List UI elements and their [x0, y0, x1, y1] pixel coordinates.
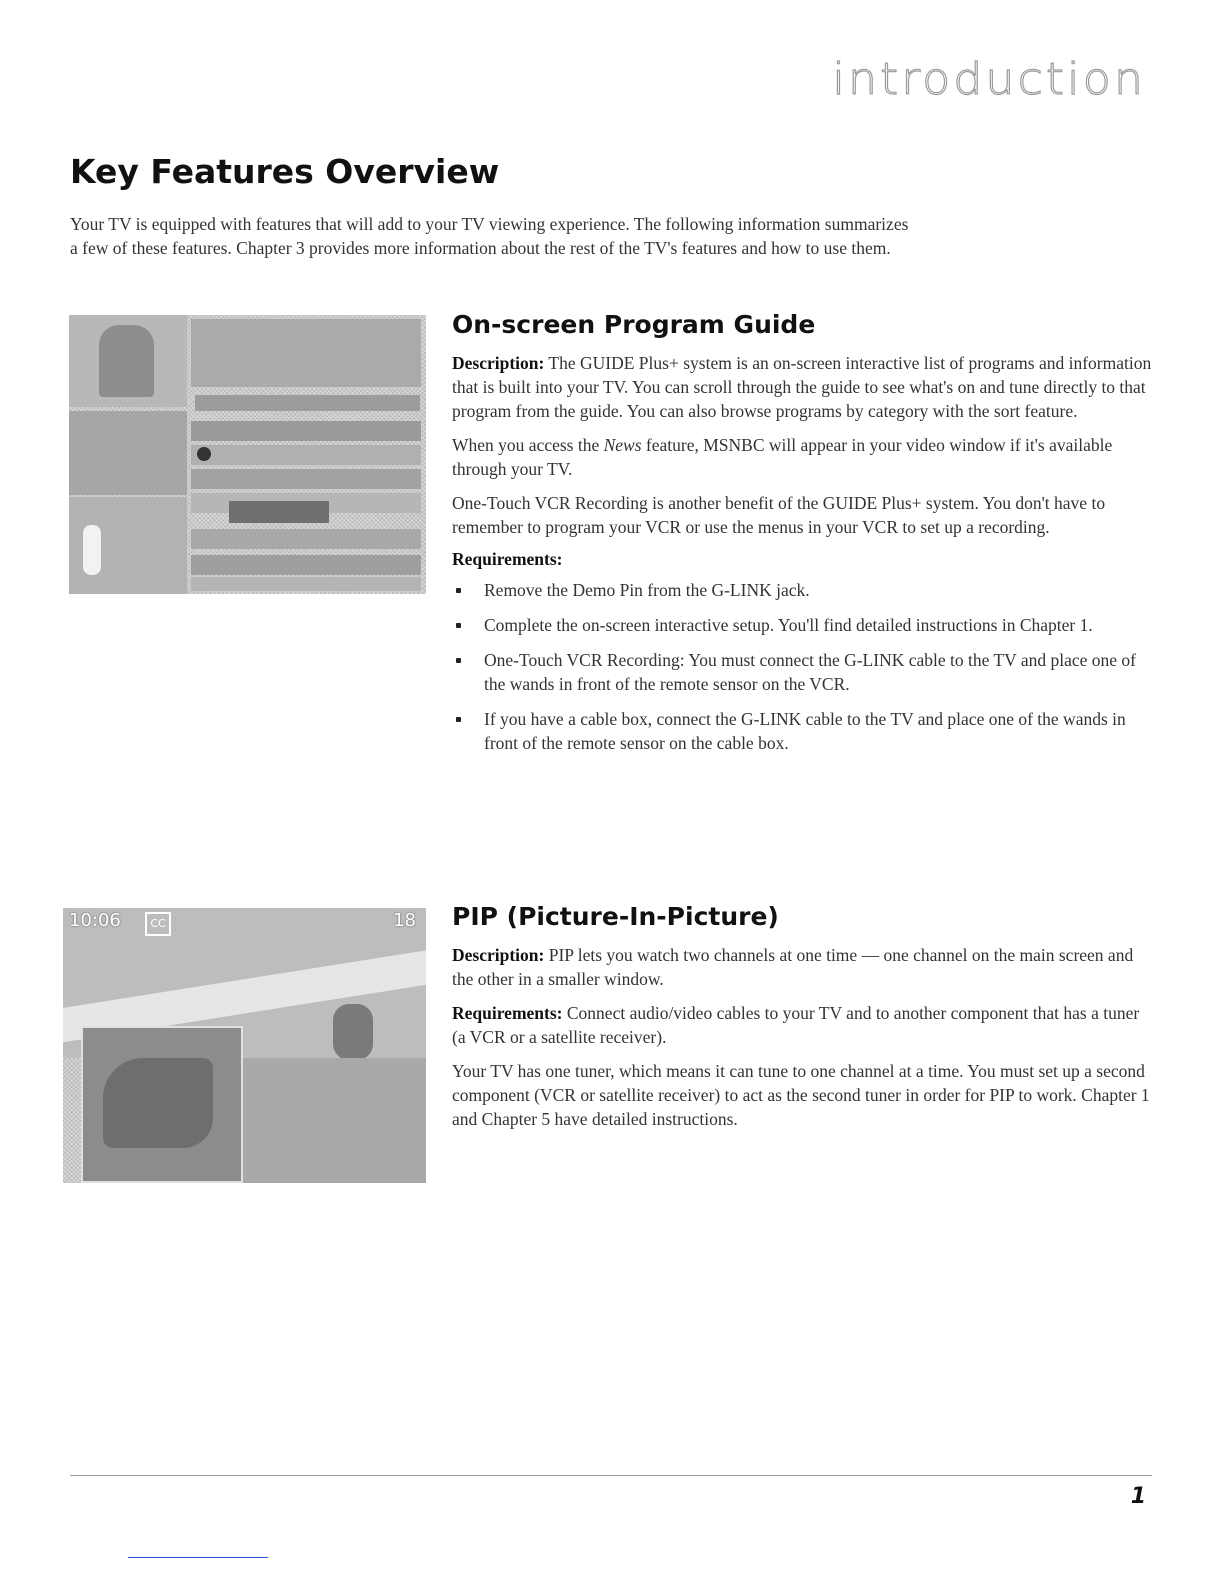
pip-heading: PIP (Picture-In-Picture) — [452, 902, 779, 931]
intro-text: Your TV is equipped with features that will add to your TV viewing experience. The following information summarizes a few of these features. Chapter 3 provides more information about the rest of the TV's features and how to use them. — [70, 214, 909, 258]
pip-requirements — [452, 1001, 1152, 1049]
pip-section — [452, 902, 1152, 1141]
guide-description-label: Description: — [452, 353, 545, 373]
list-item: Remove the Demo Pin from the G-LINK jack. — [452, 578, 1152, 602]
footer-accent-line — [128, 1557, 268, 1558]
guide-description — [452, 351, 1152, 423]
pip-screenshot — [63, 908, 426, 1183]
news-text-after: feature, MSNBC will appear in your video window if it's available through your TV. — [452, 435, 1113, 479]
guide-one-touch-paragraph: One-Touch VCR Recording is another benefit of the GUIDE Plus+ system. You don't have to remember to program your VCR or use the menus in your VCR to set up a recording. — [452, 493, 1106, 537]
list-item: If you have a cable box, connect the G-LINK cable to the TV and place one of the wands in front of the remote sensor on the cable box. — [452, 707, 1152, 755]
pip-requirements-text: Connect audio/video cables to your TV and to another component that has a tuner (a VCR or a satellite receiver). — [452, 1003, 1140, 1047]
pip-description-label: Description: — [452, 945, 545, 965]
page-number: 1 — [1130, 1484, 1146, 1509]
pip-tuner-paragraph: Your TV has one tuner, which means it can tune to one channel at a time. You must set up a second component (VCR or satellite receiver) to act as the second tuner in order for PIP to work. Chapter 1 and Chapter 5 have detailed instructions. — [452, 1061, 1150, 1129]
news-feature-name: News — [603, 435, 642, 455]
program-guide-screenshot — [69, 315, 426, 594]
pip-time-display: 10:06 — [69, 910, 121, 931]
closed-caption-icon: CC — [145, 912, 171, 936]
page-title: Key Features Overview — [70, 152, 500, 191]
program-guide-heading: On-screen Program Guide — [452, 310, 816, 339]
pip-description — [452, 943, 1152, 991]
news-text-before: When you access the — [452, 435, 604, 455]
guide-requirements-list — [452, 578, 1152, 755]
chapter-header-label: introduction — [832, 53, 1146, 105]
intro-paragraph — [70, 212, 920, 260]
guide-description-text: The GUIDE Plus+ system is an on-screen interactive list of programs and information that is built into your TV. You can scroll through the guide to see what's on and tune directly to that program from the guide. You can also browse programs by category with the sort feature. — [452, 353, 1152, 421]
list-item: One-Touch VCR Recording: You must connect the G-LINK cable to the TV and place one of the wands in front of the remote sensor on the VCR. — [452, 648, 1152, 696]
program-guide-section — [452, 310, 1152, 766]
pip-description-text: PIP lets you watch two channels at one time — one channel on the main screen and the other in a smaller window. — [452, 945, 1134, 989]
footer-divider — [70, 1475, 1152, 1476]
pip-channel-number: 18 — [393, 910, 416, 931]
guide-requirements-label: Requirements: — [452, 549, 563, 569]
list-item: Complete the on-screen interactive setup. You'll find detailed instructions in Chapter 1. — [452, 613, 1152, 637]
guide-news-paragraph — [452, 433, 1152, 481]
pip-requirements-label: Requirements: — [452, 1003, 563, 1023]
